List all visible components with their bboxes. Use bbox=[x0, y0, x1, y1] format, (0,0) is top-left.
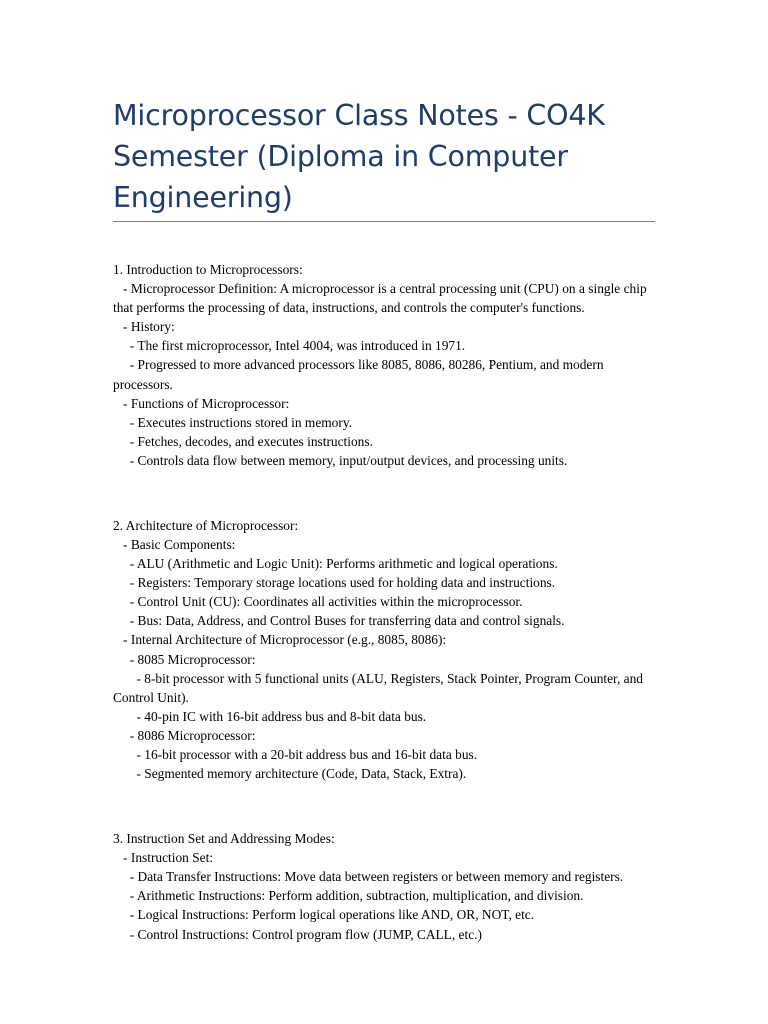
body-text-line: - Segmented memory architecture (Code, Data, Stack, Extra). bbox=[113, 766, 467, 782]
body-text-line: - Executes instructions stored in memory. bbox=[113, 414, 353, 430]
body-text-line: - Control Instructions: Control program flow (JUMP, CALL, etc.) bbox=[113, 926, 482, 942]
body-text-line: - Fetches, decodes, and executes instructions. bbox=[113, 433, 373, 449]
body-text-line: - 16-bit processor with a 20-bit address bus and 16-bit data bus. bbox=[113, 747, 478, 763]
body-text-line: - Logical Instructions: Perform logical operations like AND, OR, NOT, etc. bbox=[113, 907, 535, 923]
blank-line bbox=[113, 797, 658, 816]
body-text-line: - Bus: Data, Address, and Control Buses for transferring data and control signals. bbox=[113, 613, 565, 629]
body-text-line: - Data Transfer Instructions: Move data between registers or between memory and registers. bbox=[113, 869, 624, 885]
body-text-line: - Controls data flow between memory, input/output devices, and processing units. bbox=[113, 452, 568, 468]
body-text-line: - Microprocessor Definition: A microprocessor is a central processing unit (CPU) on a single chip that performs the processing of data, instructions, and controls the computer's functions. bbox=[113, 281, 651, 316]
title-underline-divider bbox=[113, 221, 655, 222]
body-text-line: - ALU (Arithmetic and Logic Unit): Performs arithmetic and logical operations. bbox=[113, 556, 558, 572]
body-text-line: 1. Introduction to Microprocessors: bbox=[113, 262, 303, 277]
document-body bbox=[113, 260, 658, 944]
document-title: Microprocessor Class Notes - CO4K Semester (Diploma in Computer Engineering) bbox=[113, 99, 605, 214]
body-text-line: - Registers: Temporary storage locations used for holding data and instructions. bbox=[113, 575, 556, 591]
body-text-line: - The first microprocessor, Intel 4004, was introduced in 1971. bbox=[113, 338, 466, 354]
body-text-line: - 40-pin IC with 16-bit address bus and 8-bit data bus. bbox=[113, 708, 427, 724]
body-text-line: - Basic Components: bbox=[113, 537, 236, 552]
body-text-line: 3. Instruction Set and Addressing Modes: bbox=[113, 831, 335, 847]
body-text-line: - Instruction Set: bbox=[113, 850, 214, 866]
body-text-line: - History: bbox=[113, 319, 175, 335]
body-text-line: - Functions of Microprocessor: bbox=[113, 395, 290, 411]
body-text-line: - Arithmetic Instructions: Perform addition, subtraction, multiplication, and division. bbox=[113, 888, 584, 904]
body-text-line: - 8086 Microprocessor: bbox=[113, 727, 256, 743]
body-text-line: - Progressed to more advanced processors like 8085, 8086, 80286, Pentium, and modern processors. bbox=[113, 357, 607, 392]
blank-line bbox=[113, 483, 658, 502]
body-text-line: - Control Unit (CU): Coordinates all activities within the microprocessor. bbox=[113, 594, 523, 610]
body-text-line: - 8-bit processor with 5 functional units (ALU, Registers, Stack Pointer, Program Counter, and Control Unit). bbox=[113, 670, 647, 705]
body-text-line: - 8085 Microprocessor: bbox=[113, 651, 256, 667]
body-text-line: - Internal Architecture of Microprocessor (e.g., 8085, 8086): bbox=[113, 632, 447, 648]
body-text-line: 2. Architecture of Microprocessor: bbox=[113, 517, 299, 533]
